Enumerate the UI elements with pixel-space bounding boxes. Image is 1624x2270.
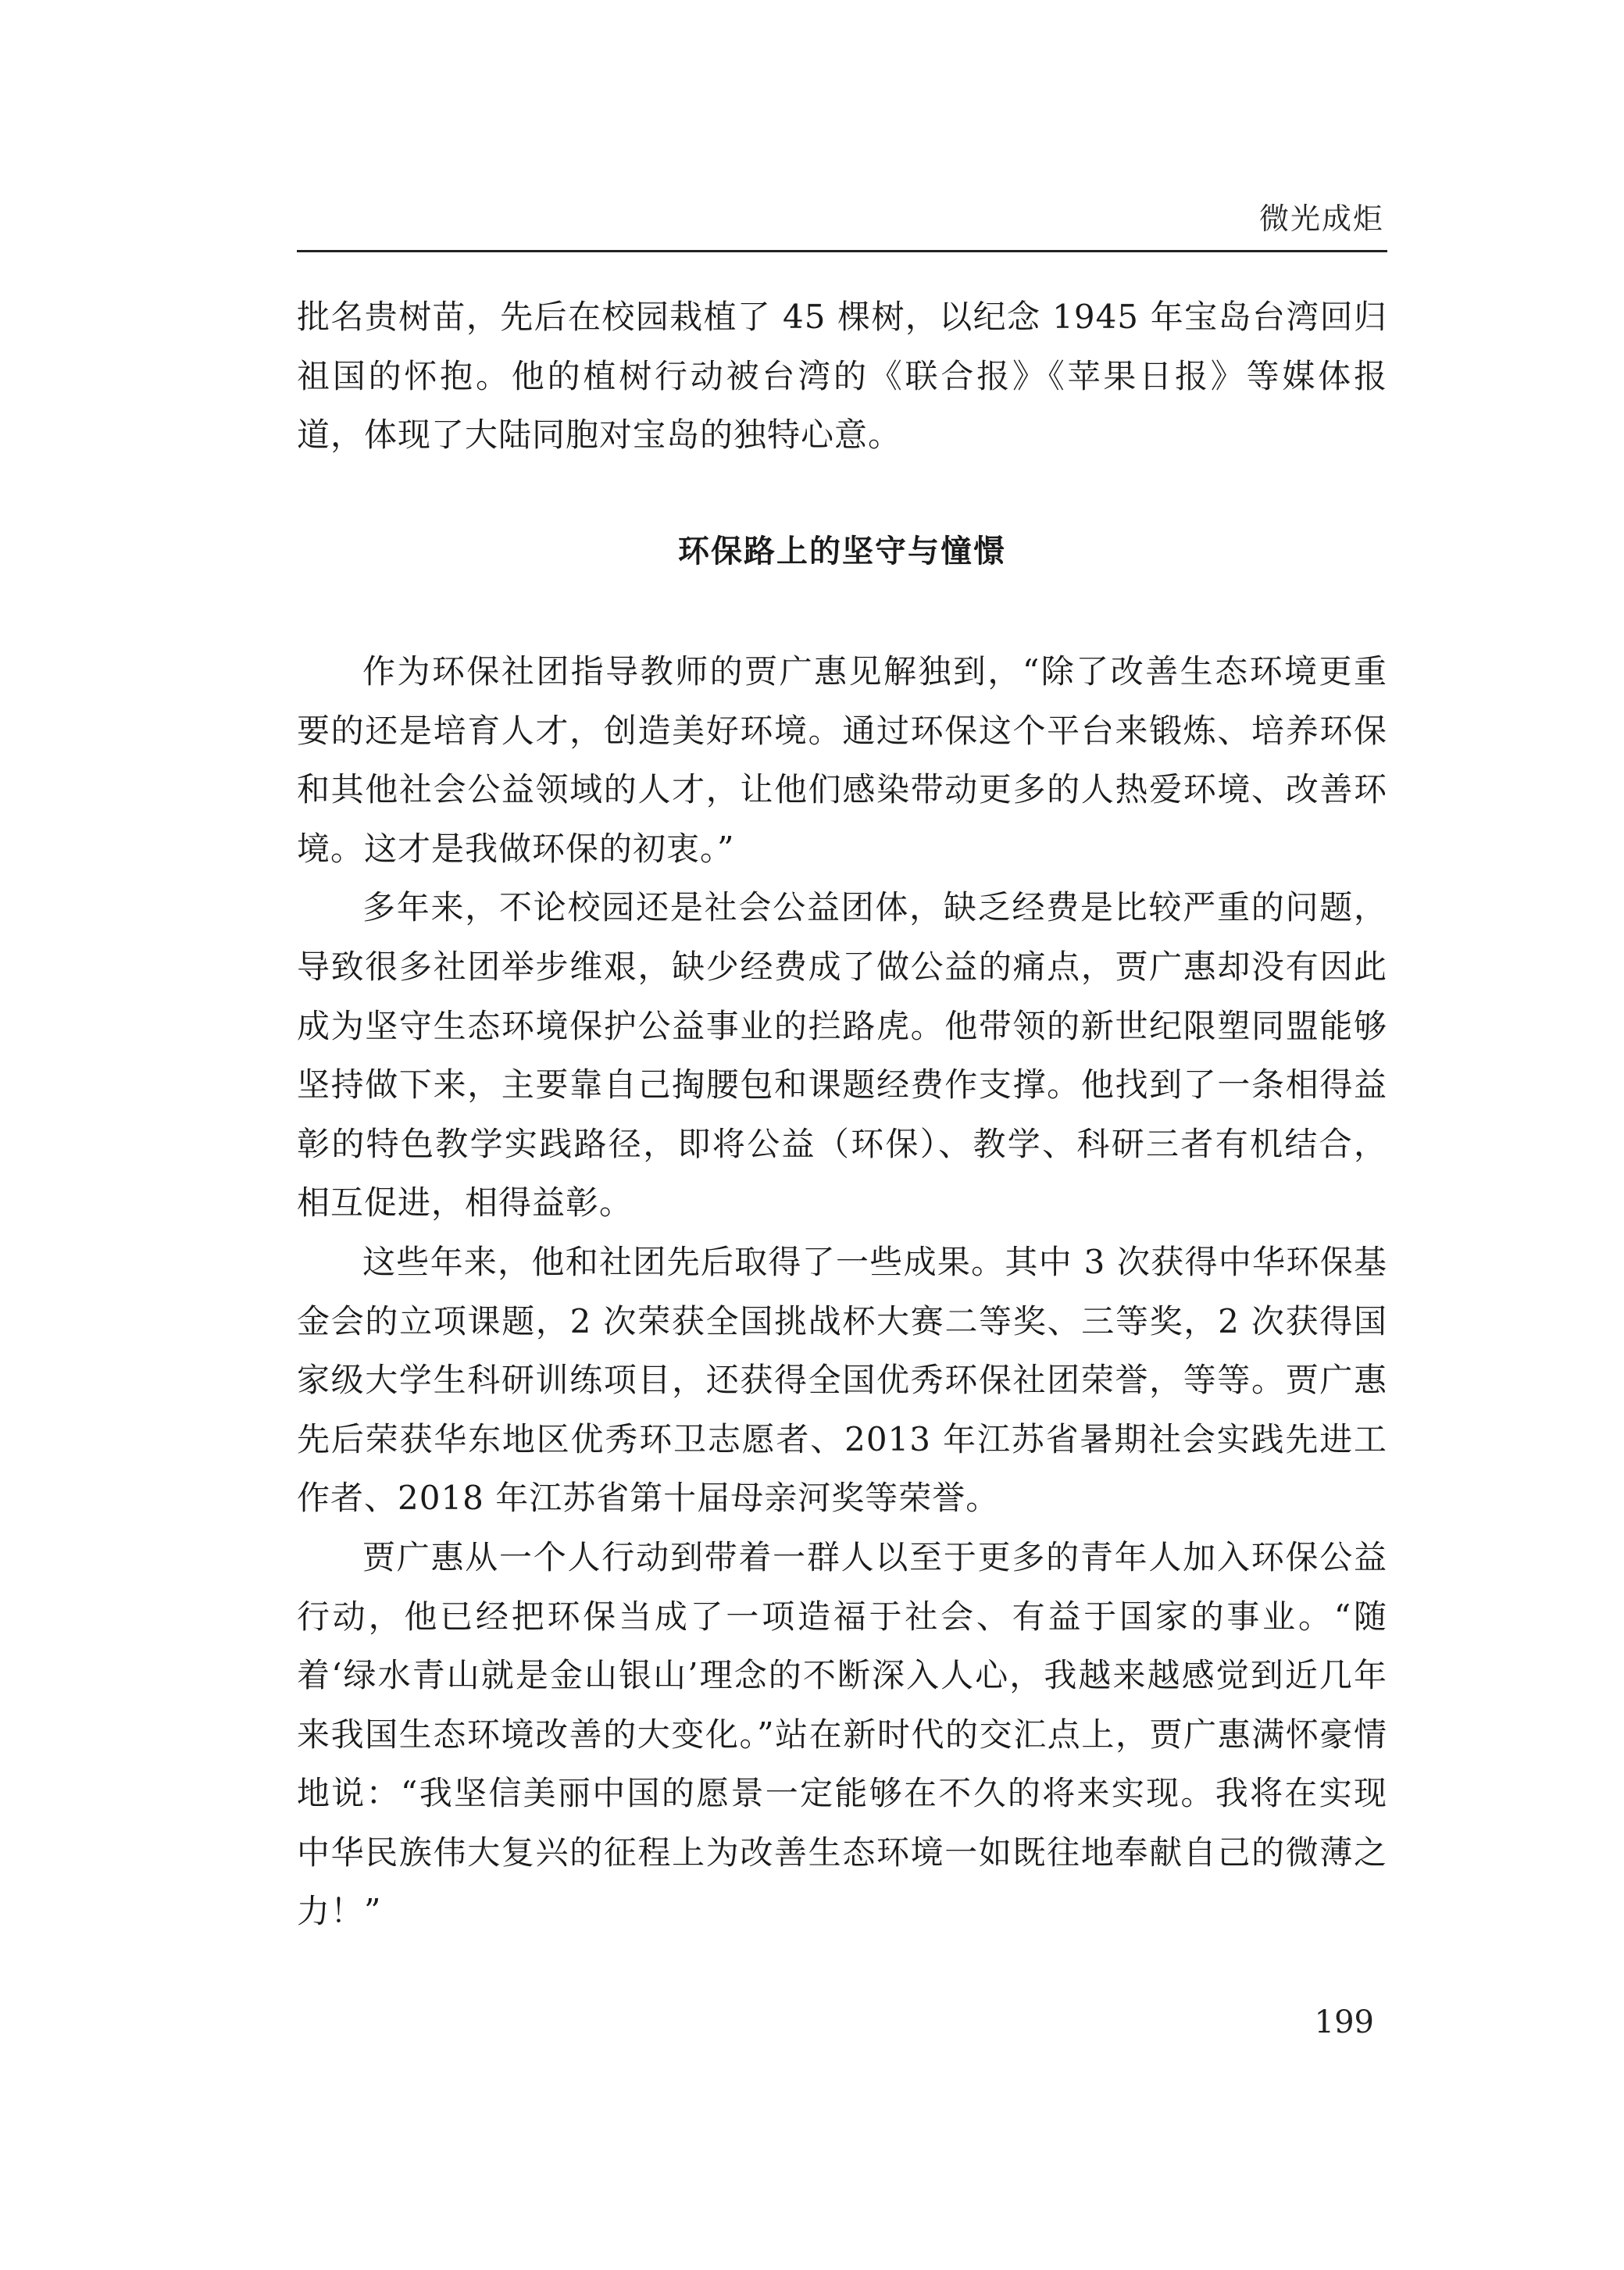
body-paragraph: 作为环保社团指导教师的贾广惠见解独到，“除了改善生态环境更重要的还是培育人才，创造美好环境。通过环保这个平台来锻炼、培养环保和其他社会公益领域的人才，让他们感染带动更多的人热爱环境、改善环境。这才是我做环保的初衷。” — [297, 652, 1387, 868]
body-paragraph: 多年来，不论校园还是社会公益团体，缺乏经费是比较严重的问题，导致很多社团举步维艰，缺少经费成了做公益的痛点，贾广惠却没有因此成为坚守生态环境保护公益事业的拦路虎。他带领的新世纪限塑同盟能够坚持做下来，主要靠自己掏腰包和课题经费作支撑。他找到了一条相得益彰的特色教学实践路径，即将公益（环保）、教学、科研三者有机结合，相互促进，相得益彰。 — [297, 888, 1387, 1222]
section-body — [297, 642, 1387, 1941]
body-paragraph: 贾广惠从一个人行动到带着一群人以至于更多的青年人加入环保公益行动，他已经把环保当成了一项造福于社会、有益于国家的事业。“随着‘绿水青山就是金山银山’理念的不断深入人心，我越来越感觉到近几年来我国生态环境改善的大变化。”站在新时代的交汇点上，贾广惠满怀豪情地说：“我坚信美丽中国的愿景一定能够在不久的将来实现。我将在实现中华民族伟大复兴的征程上为改善生态环境一如既往地奉献自己的微薄之力！” — [297, 1537, 1387, 1931]
section-heading: 环保路上的坚守与憧憬 — [678, 534, 1006, 569]
running-head-title: 微光成炬 — [1258, 202, 1384, 236]
running-head — [297, 178, 1387, 252]
body-paragraph: 这些年来，他和社团先后取得了一些成果。其中 3 次获得中华环保基金会的立项课题，2 次荣获全国挑战杯大赛二等奖、三等奖，2 次获得国家级大学生科研训练项目，还获得全国优秀环保社团荣誉，等等。贾广惠先后荣获华东地区优秀环卫志愿者、2013 年江苏省暑期社会实践先进工作者、2018 年江苏省第十届母亲河奖等荣誉。 — [297, 1242, 1387, 1518]
intro-text-block — [297, 287, 1387, 465]
intro-paragraph: 批名贵树苗，先后在校园栽植了 45 棵树，以纪念 1945 年宝岛台湾回归祖国的怀抱。他的植树行动被台湾的《联合报》《苹果日报》等媒体报道，体现了大陆同胞对宝岛的独特心意。 — [297, 298, 1387, 455]
page-number: 199 — [1314, 2004, 1374, 2040]
